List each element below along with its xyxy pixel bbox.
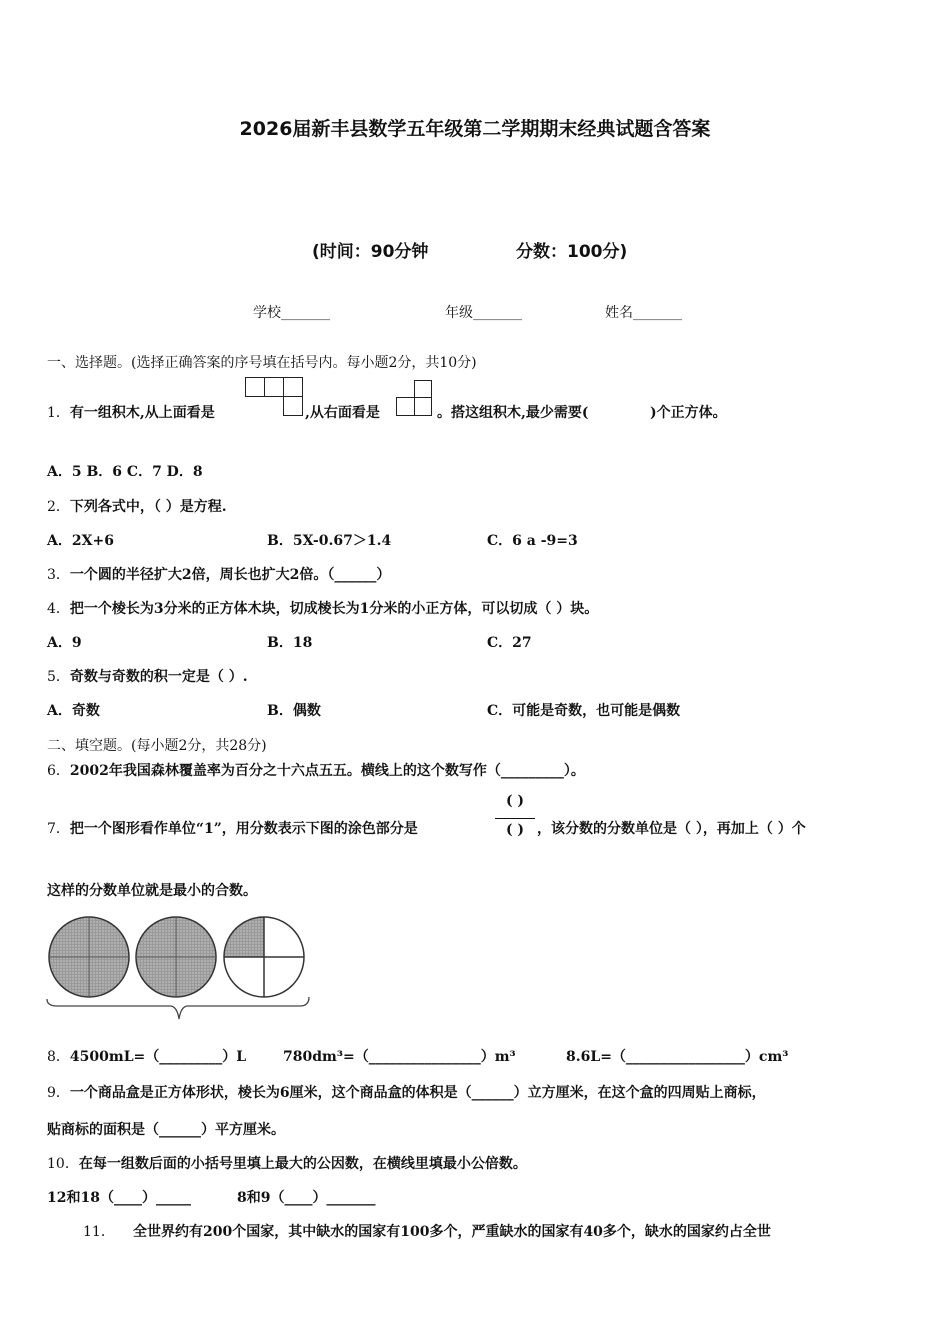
question-2 [47, 496, 227, 516]
question-10-text: 在每一组数后面的小括号里填上最大的公因数，在横线里填最小公倍数。 [78, 1156, 527, 1172]
question-4-option-a: A．9 [47, 635, 82, 651]
question-number: 9． [47, 1085, 70, 1101]
question-9-text-b: 贴商标的面积是（______）平方厘米。 [47, 1122, 285, 1138]
question-1-text-d: )个正方体。 [650, 405, 727, 421]
question-8-part-c: 8.6L=（_________________）cm³ [566, 1049, 789, 1065]
question-2-option-a: A．2X+6 [47, 533, 114, 549]
question-number: 6． [47, 763, 70, 779]
question-6 [47, 760, 585, 780]
brace [47, 997, 309, 1019]
question-number: 5． [47, 669, 70, 685]
question-4-option-b: B．18 [267, 635, 313, 651]
question-number: 8． [47, 1049, 70, 1065]
school-field: 学校_______ [253, 305, 330, 321]
question-10-part-b: 8和9（____）_______ [237, 1190, 376, 1206]
question-7 [47, 818, 418, 838]
exam-score: 分数：100分) [516, 242, 628, 262]
question-1 [47, 402, 215, 422]
question-2-option-c: C．6 a -9=3 [487, 533, 578, 549]
question-number: 10． [47, 1156, 79, 1172]
question-4-text: 把一个棱长为3分米的正方体木块，切成棱长为1分米的小正方体，可以切成（ ）块。 [69, 601, 599, 617]
question-1-text-a: 有一组积木,从上面看是 [69, 405, 215, 421]
question-5-option-c: C．可能是奇数，也可能是偶数 [487, 703, 681, 719]
page-title: 2026届新丰县数学五年级第二学期期末经典试题含答案 [239, 118, 711, 140]
circle-3 [224, 917, 304, 997]
section-1-heading: 一、选择题。(选择正确答案的序号填在括号内。每小题2分，共10分) [47, 355, 477, 371]
question-5-option-a: A．奇数 [47, 703, 100, 719]
fraction-denominator: ( ) [505, 822, 525, 838]
question-2-text: 下列各式中，（ ）是方程. [69, 499, 227, 515]
question-6-text: 2002年我国森林覆盖率为百分之十六点五五。横线上的这个数写作（_________）。 [69, 763, 585, 779]
fraction-numerator: ( ) [505, 793, 525, 809]
question-11-text: 全世界约有200个国家，其中缺水的国家有100多个，严重缺水的国家有40多个，缺水的国家约占全世 [133, 1224, 771, 1240]
question-1-options: A．5 B．6 C．7 D．8 [47, 464, 203, 480]
right-view-figure [396, 380, 436, 418]
question-number: 2． [47, 499, 70, 515]
question-5 [47, 666, 248, 686]
question-5-text: 奇数与奇数的积一定是（ ）. [69, 669, 248, 685]
circles-figure [45, 915, 315, 1023]
question-2-option-b: B．5X-0.67＞1.4 [267, 533, 392, 549]
circle-2 [136, 917, 216, 997]
question-9-text-a: 一个商品盒是正方体形状，棱长为6厘米，这个商品盒的体积是（______）立方厘米，在这个盒的四周贴上商标， [69, 1085, 766, 1101]
top-view-figure [245, 377, 305, 417]
question-8 [47, 1046, 246, 1066]
question-5-option-b: B．偶数 [267, 703, 321, 719]
circle-1 [49, 917, 129, 997]
question-11-number: 11． [83, 1224, 115, 1240]
name-field: 姓名_______ [605, 305, 682, 321]
section-2-heading: 二、填空题。(每小题2分，共28分) [47, 738, 267, 754]
question-1-text-b: ,从右面看是 [305, 405, 380, 421]
question-8-part-a: 4500mL=（_________）L [69, 1049, 247, 1065]
question-number: 7． [47, 821, 70, 837]
question-10-part-a: 12和18（____）_____ [47, 1190, 191, 1206]
question-1-text-c: 。搭这组积木,最少需要( [437, 405, 589, 421]
question-7-text-a: 把一个图形看作单位“1”，用分数表示下图的涂色部分是 [69, 821, 418, 837]
exam-time: (时间：90分钟 [312, 242, 429, 262]
fraction-bar [495, 818, 535, 819]
question-3-text: 一个圆的半径扩大2倍，周长也扩大2倍。（______） [69, 567, 391, 583]
question-9 [47, 1082, 766, 1102]
question-4-option-c: C．27 [487, 635, 532, 651]
question-8-part-b: 780dm³=（________________）m³ [283, 1049, 516, 1065]
question-7-text-b: ，该分数的分数单位是（ ），再加上（ ）个 [537, 821, 806, 837]
question-number: 4． [47, 601, 70, 617]
question-3 [47, 564, 390, 584]
question-7-text-c: 这样的分数单位就是最小的合数。 [47, 883, 257, 899]
question-4 [47, 598, 598, 618]
grade-field: 年级_______ [445, 305, 522, 321]
question-10 [47, 1153, 527, 1173]
question-number: 1． [47, 405, 70, 421]
question-number: 3． [47, 567, 70, 583]
